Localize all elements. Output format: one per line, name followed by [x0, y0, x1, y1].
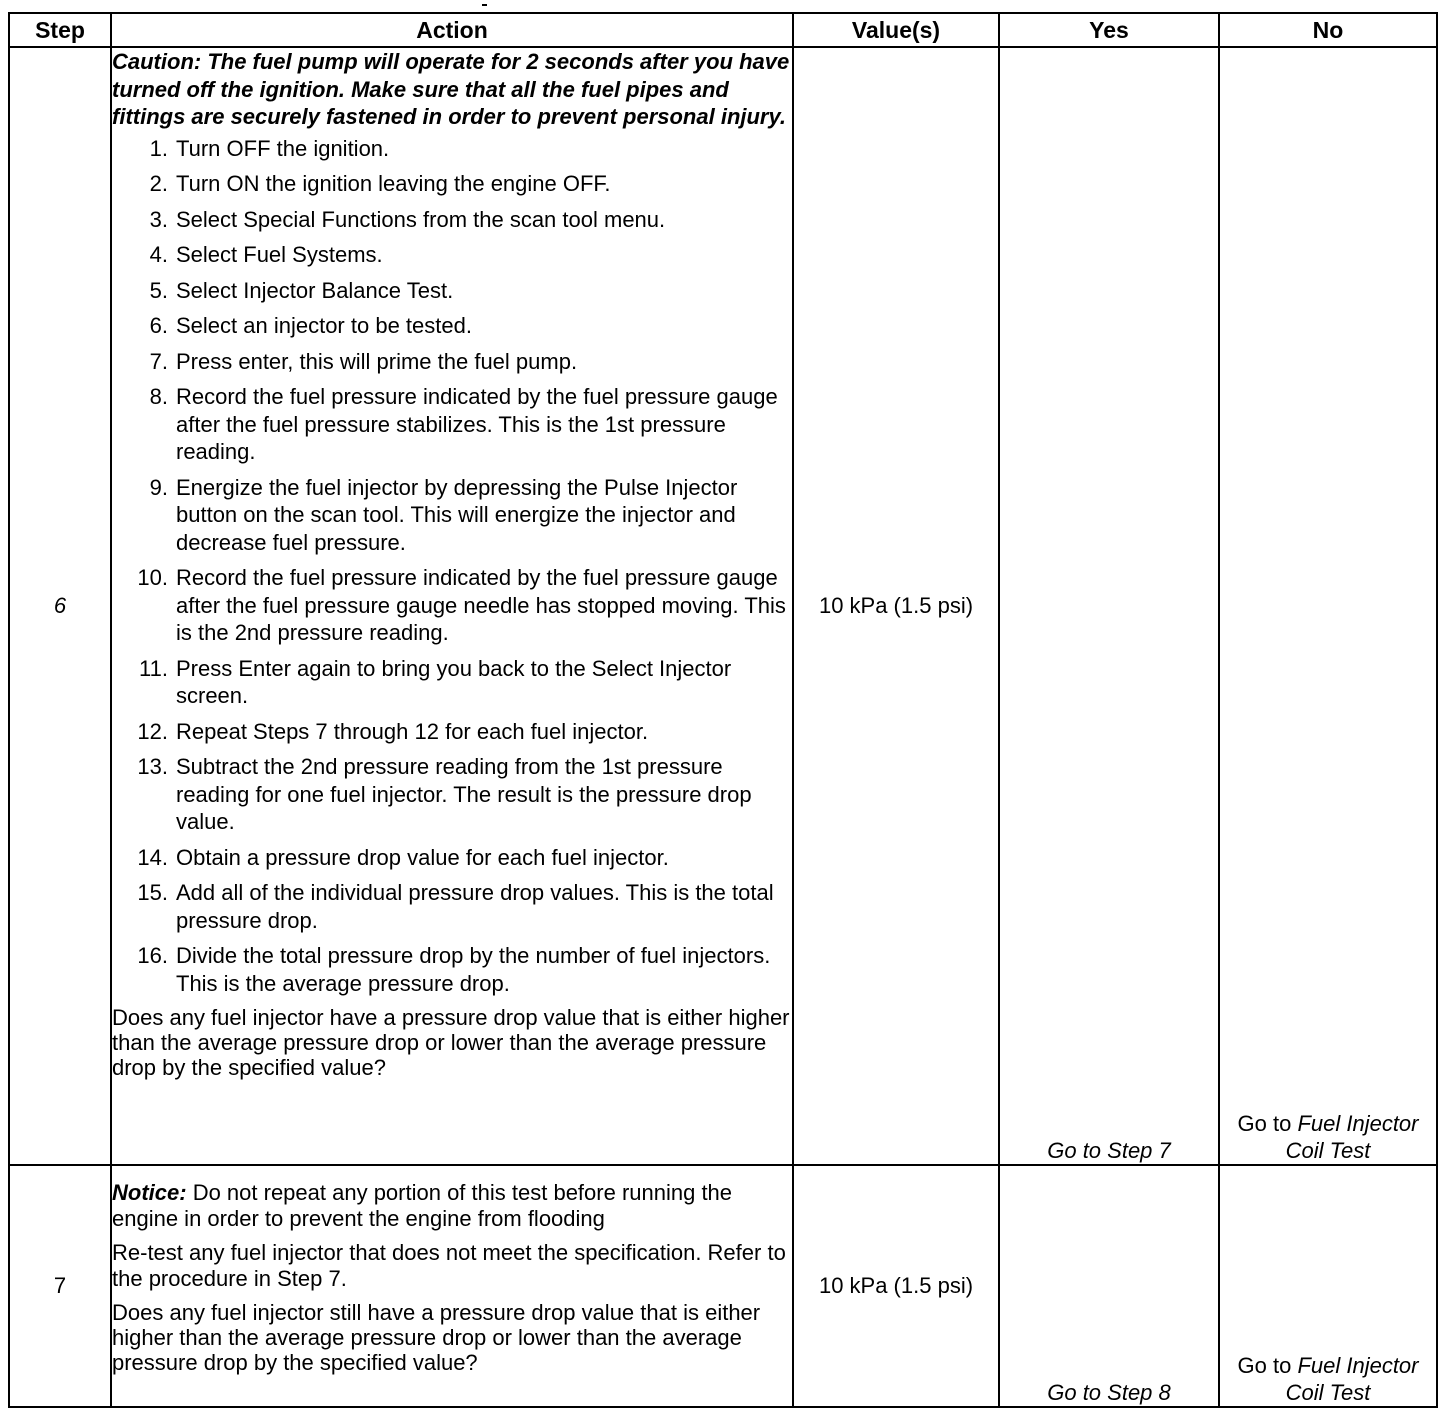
notice-text: Notice: Do not repeat any portion of this test before running the engine in order to prevent the engine from flooding [112, 1180, 733, 1231]
list-item: 9. Energize the fuel injector by depressing the Pulse Injector button on the scan tool. This will energize the injector and decrease fuel pressure. [149, 474, 738, 555]
action-cell [111, 47, 793, 1165]
step-number: 7 [9, 1165, 111, 1407]
question-text: Does any fuel injector still have a pressure drop value that is either higher than the average pressure drop or lower than the average pressure drop by the specified value? [112, 1300, 761, 1375]
value-cell: 10 kPa (1.5 psi) [793, 1165, 999, 1407]
value-cell: 10 kPa (1.5 psi) [793, 47, 999, 1165]
list-item: 4. Select Fuel Systems. [149, 242, 383, 267]
action-header: Action [111, 13, 793, 47]
table-row-step-7 [9, 1165, 1437, 1407]
diagnostic-table [8, 12, 1438, 1408]
list-item: 14. Obtain a pressure drop value for each fuel injector. [137, 844, 669, 870]
yes-cell [999, 1165, 1219, 1407]
values-header: Value(s) [793, 13, 999, 47]
list-item: 10. Record the fuel pressure indicated by the fuel pressure gauge after the fuel pressure gauge needle has stopped moving. This is the 2nd pressure reading. [137, 565, 786, 645]
no-link[interactable]: Fuel Injector Coil Test [1285, 1353, 1419, 1405]
procedure-steps [112, 135, 792, 998]
caution-text: Caution: The fuel pump will operate for 2 seconds after you have turned off the ignition. Make sure that all the fuel pipes and fittings are securely fastened in order to prevent personal injury. [112, 49, 790, 129]
list-item: 8. Record the fuel pressure indicated by the fuel pressure gauge after the fuel pressure stabilizes. This is the 1st pressure reading. [149, 384, 778, 464]
no-header: No [1219, 13, 1437, 47]
list-item: 7. Press enter, this will prime the fuel pump. [149, 348, 578, 374]
yes-link[interactable]: Go to Step 8 [1047, 1380, 1171, 1405]
step-header: Step [9, 13, 111, 47]
no-cell [1219, 1165, 1437, 1407]
list-item: 12. Repeat Steps 7 through 12 for each fuel injector. [137, 718, 649, 744]
list-item: 16. Divide the total pressure drop by the number of fuel injectors. This is the average pressure drop. [137, 943, 771, 996]
yes-header: Yes [999, 13, 1219, 47]
no-prefix: Go to [1237, 1111, 1292, 1136]
list-item: 1. Turn OFF the ignition. [149, 135, 390, 161]
list-item: 15. Add all of the individual pressure drop values. This is the total pressure drop. [137, 880, 774, 933]
list-item: 3. Select Special Functions from the scan tool menu. [149, 206, 666, 232]
action-cell [111, 1165, 793, 1407]
no-prefix: Go to [1237, 1353, 1292, 1378]
list-item: 5. Select Injector Balance Test. [149, 277, 454, 303]
yes-link[interactable]: Go to Step 7 [1047, 1138, 1171, 1163]
step-number: 6 [9, 47, 111, 1165]
no-cell [1219, 47, 1437, 1165]
scan-artifact-mark [482, 4, 487, 6]
list-item: 13. Subtract the 2nd pressure reading from the 1st pressure reading for one fuel injector. The result is the pressure drop value. [137, 754, 752, 834]
yes-cell [999, 47, 1219, 1165]
header-row [9, 13, 1437, 47]
question-text: Does any fuel injector have a pressure drop value that is either higher than the average pressure drop or lower than the average pressure drop by the specified value? [112, 1005, 790, 1080]
list-item: 2. Turn ON the ignition leaving the engine OFF. [149, 171, 611, 196]
no-link[interactable]: Fuel Injector Coil Test [1285, 1111, 1419, 1163]
retest-text: Re-test any fuel injector that does not meet the specification. Refer to the procedure in Step 7. [112, 1240, 786, 1291]
table-row-step-6 [9, 47, 1437, 1165]
list-item: 6. Select an injector to be tested. [149, 313, 472, 338]
list-item: 11. Press Enter again to bring you back to the Select Injector screen. [139, 655, 732, 708]
